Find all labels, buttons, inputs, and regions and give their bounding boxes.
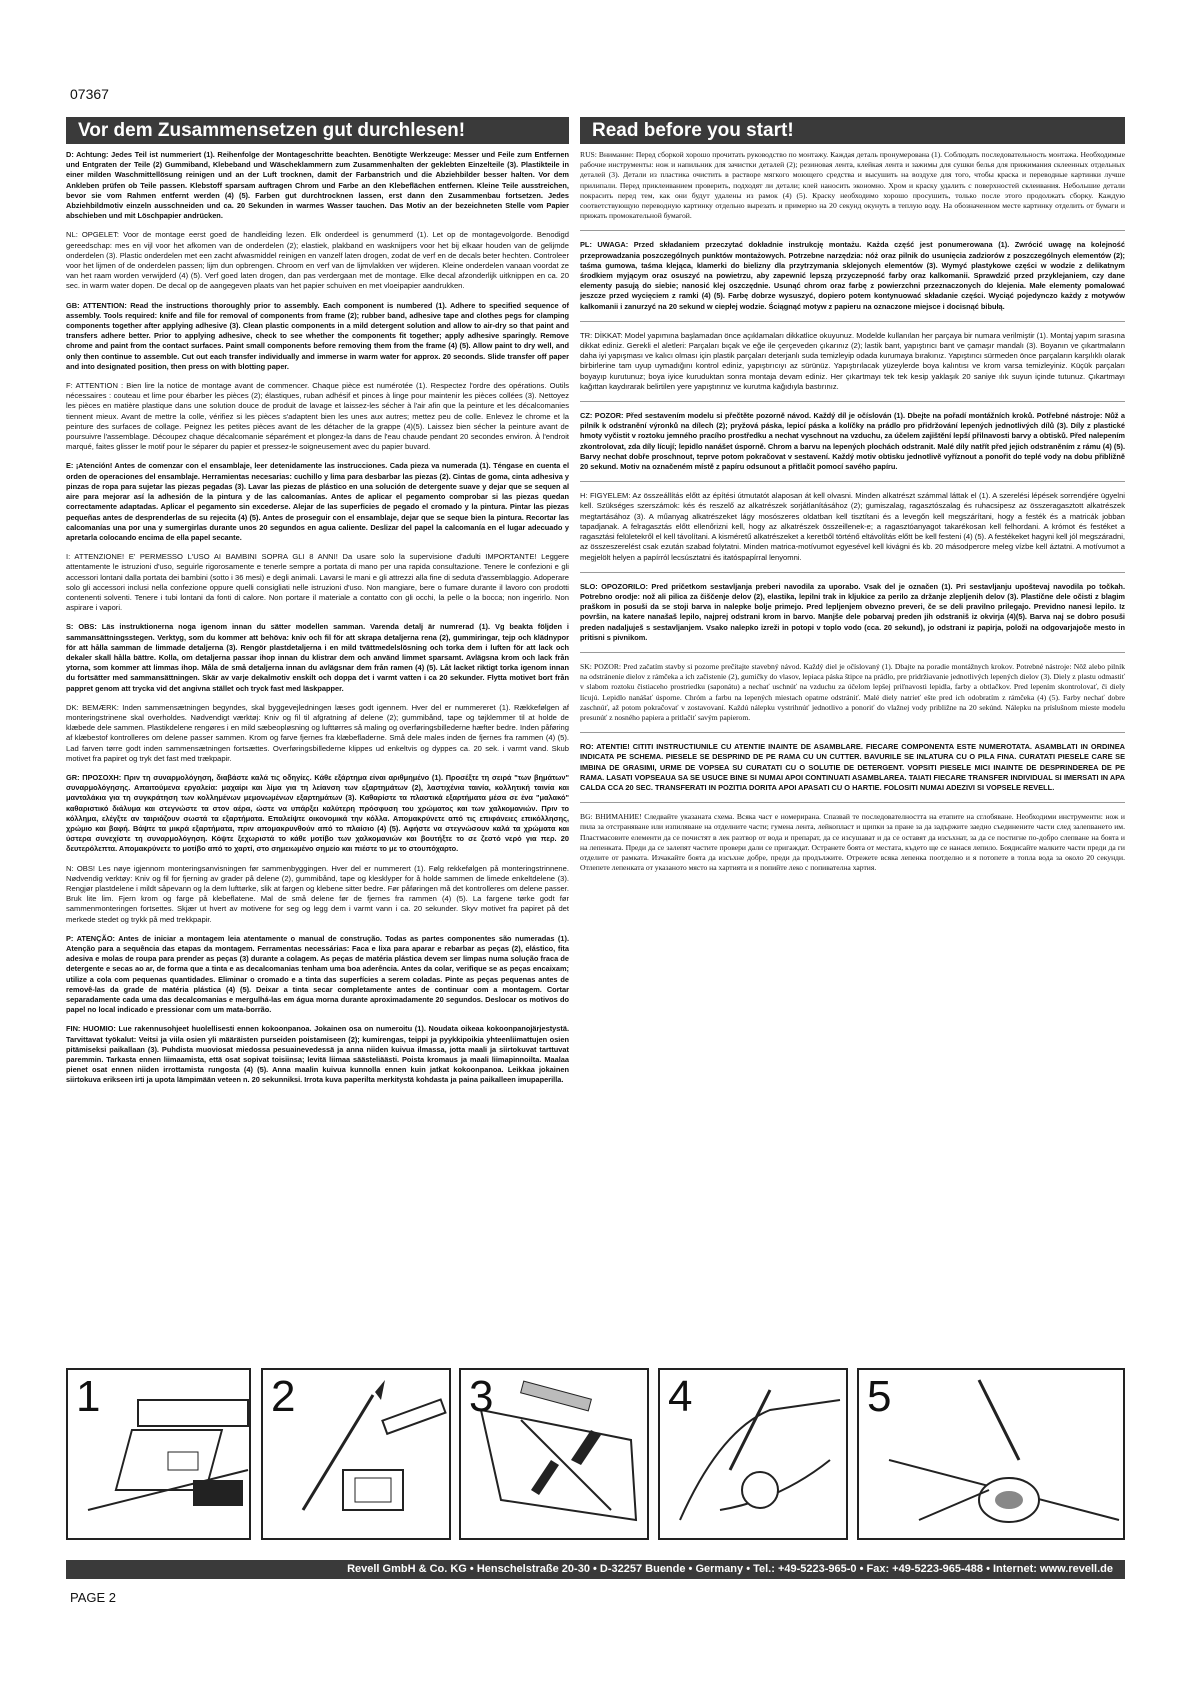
step-number-4: 4 <box>668 1372 693 1421</box>
divider <box>580 572 1125 573</box>
instruction-it: I: ATTENZIONE! E' PERMESSO L'USO AI BAMBINI SOPRA GLI 8 ANNI! Da usare solo la supervisione d'adulti IMPORTANTE! Leggere attentamente le istruzioni d'uso, seguirle rigorosamente e tenerle sempre a portata di mano per una rapida consultazione. Tenere le confezioni e gli accessori lontani dalla portata dei bambini (sotto i 36 mesi) e degli animali. Lavarsi le mani e gli attrezzi alla fine di seduta d'assemblaggio. Adoperare solo gli accessori inclusi nella confezione oppure quelli consigliati nelle istruzioni d'uso. Non mangiare, bere o fumare durante il lavoro con prodotti contenenti solventi. Tenere i tubi lontani da fonti di calore. Non portare il materiale a contatto con gli occhi, la pelle o la bocca; non ingerirlo. Non aspirare i vapori. <box>66 552 569 613</box>
divider <box>580 732 1125 733</box>
divider <box>580 802 1125 803</box>
page-label: PAGE 2 <box>70 1590 117 1605</box>
step-panel-5 <box>857 1368 1125 1540</box>
instruction-cz: CZ: POZOR: Před sestavením modelu si přečtěte pozorně návod. Každý díl je očíslován (1). Dbejte na pořadí montážních kroků. Potřebné nástroje: Nůž a pilník k odstranění výronků na dílech (2); pryžová páska, lepicí páska a kolíčky na prádlo pro přidržování lepených jednotlivých dílů (3). Díly z plastické hmoty vyčistit v roztoku jemného pracího prostředku a nechat vyschnout na vzduchu, za účelem zajištění lepší přilnavosti barvy a obtisků. Před nalepením zkontrolovat, zda díly lícují; lepidlo nanášet úsporně. Chrom a barvu na lepených plochách odstranit. Malé díly natřít před jejich odstraněním z rámu (4) (5). Barvy nechat dobře proschnout, teprve potom pokračovat v sestavení. Každý motiv obtisku jednotlivě vyříznout a ponořit do teplé vody na dobu přibližně 20 sekund. Motiv na označeném místě z papíru odsunout a přitlačit pomocí savého papíru. <box>580 411 1125 472</box>
divider <box>580 401 1125 402</box>
painting-illustration <box>859 1370 1127 1542</box>
instruction-pl: PL: UWAGA: Przed składaniem przeczytać dokładnie instrukcję montażu. Każda część jest ponumerowana (1). Zwrócić uwagę na kolejność przeprowadzania poszczególnych punktów montażowych. Potrzebne narzędzia: nóż oraz pilnik do usunięcia zadziorów z poszczególnych elementów (2); taśma gumowa, taśma klejąca, klamerki do bielizny dla przytrzymania sklejonych elementów (3). Wymyć plastykowe części w wodzie z delikatnym środkiem myjącym oraz osuszyć na powietrzu, aby zapewnić lepszą przyczepność farby oraz kalkomanii. Sprawdzić przed przyklejaniem, czy dane elementy pasują do siebie; nanosić klej oszczędnie. Usunąć chrom oraz farbę z powierzchni przeznaczonych do klejenia. Małe elementy pomalować jeszcze przed wycięciem z ramki (4) (5). Farbę dobrze wysuszyć, dopiero potem kontynuować składanie części. Wyciąć pojedynczo każdy z motywów kalkomanii i zanurzyć na 20 sekund w ciepłej wodzie. Ściągnąć motyw z papieru na oznaczone miejsce i docisnąć bibułą. <box>580 240 1125 311</box>
instruction-rus: RUS: Внимание: Перед сборкой хорошо прочитать руководство по монтажу. Каждая деталь пронумерована (1). Соблюдать последовательность монтажа. Необходимые рабочие инструменты: нож и напильник для зачистки деталей (2); резиновая лента, клейкая лента и зажимы для сушки белья для прижимания склеенных отдельных деталей (3). Детали из пластика очистить в растворе мягкого моющего средства и высушить на воздухе для того, чтобы краска и переводные картинки лучше прилипали. Перед приклеиванием проверить, подходят ли детали; клей наносить экономно. Хром и краску удалить с поверхностей склеивания. Небольшие детали покрасить перед тем, как они будут удалены из рамок (4) (5). Краску необходимо хорошо просушить, только после этого продолжать сборку. Каждую соответствующую переводную картинку отдельно вырезать и примерно на 20 секунд окунуть в теплую воду. На обозначенном месте картинку отделить от бумаги и прижать промокательной бумагой. <box>580 150 1125 221</box>
divider <box>580 230 1125 231</box>
instruction-se: S: OBS: Läs instruktionerna noga igenom innan du sätter modellen samman. Varenda detalj är numrerad (1). Vg beakta följden i sammansättningsstegen. Verktyg, som du kommer att behöva: kniv och fil för att skrapa detaljerna rena (2), gummiringar, tejp och klädnypor för att hålla samman de limmade detaljerna (3). Rengör plastdetaljerna i en mild tvättmedelslösning och torka dem i luften för att lack och dekaler skall hålla bättre. Kolla, om detaljerna passar ihop innan du klistrar dem och använd limmet sparsamt. Avlägsna krom och lack från ytorna, som kommer att limmas ihop. Måla de små detaljerna innan du avlägsnar dem från ramen (4) (5). Låt lacket riktigt torka igenom innan du fortsätter med sammansättningen. Skär av varje dekalmotiv enskilt och doppa det i varmt vatten i ca 20 sekunder. Flytta motivet bort från pappret genom att trycka vid det angivna stället och tryck fast med läskpapper. <box>66 622 569 693</box>
instruction-tr: TR: DİKKAT: Model yapımına başlamadan önce açıklamaları dikkatlice okuyunuz. Modelde kullanılan her parçaya bir numara verilmiştir (1). Montaj yapım sırasına dikkat ediniz. Gerekli el aletleri: Parçaları bıçak ve eğe ile çerçeveden çıkarınız (2); lastik bant, yapıştırıcı bant ve çamaşır mandalı (3). Boyanın ve çıkartmaların daha iyi yapışması ve kalıcı olması için plastik parçaları deterjanlı suda temizleyip odada kurumaya bırakınız. Yapıştırıcı sürmeden önce parçaların karşılıklı olarak birbirlerine tam uyup uymadığını kontrol ediniz, yapıştırıcıyı az sürünüz. Yapıştırılacak yüzeylerde boya kalıntısı ve krom varsa temizleyiniz. Küçük parçaları boyayıp kurutunuz; boya iyice kuruduktan sonra montaja devam ediniz. Her çıkartmayı tek tek kesip yaklaşık 20 saniye ılık suyun içinde tutunuz. Çıkartmayı kağıttan kaydırarak belirtilen yere yapıştırınız ve kurutma kağıdıyla bastırınız. <box>580 330 1125 391</box>
instruction-fin: FIN: HUOMIO: Lue rakennusohjeet huolellisesti ennen kokoonpanoa. Jokainen osa on numeroitu (1). Noudata oikeaa kokoonpanojärjestystä. Tarvittavat työkalut: Veitsi ja viila osien yli määräisten purseiden poistamiseen (2); kumirengas, teippi ja pyykkipoikia yhteenliimattujen osien pitämiseksi paikallaan (3). Puhdista muoviosat miedossa pesuainevedessä ja anna niiden kuivua ilmassa, jotta maali ja siirtokuvat tarttuvat paremmin. Tarkasta ennen liimaamista, että osat sopivat toisiinsa; levitä liimaa säästeliäästi. Poista kromaus ja maali liimapinnoilta. Maalaa pienet osat ennen niiden irrottamista rungosta (4) (5). Anna maalin kuivua kunnolla ennen kuin jatkat kokoonpanoa. Leikkaa jokainen siirtokuva erikseen irti ja upota lämpimään veteen n. 20 sekunniksi. Irrota kuva paperilta merkitystä kohdasta ja paina paikalleen imupaperilla. <box>66 1024 569 1085</box>
document-number: 07367 <box>70 86 109 102</box>
instruction-no: N: OBS! Les nøye igjennom monteringsanvisningen før sammenbyggingen. Hver del er nummerert (1). Følg rekkefølgen på monteringstrinnene. Nødvendig verktøy: Kniv og fil for fjerning av grader på delene (2), gummibånd, tape og klesklyper for å holde sammen de limede enkeltdelene (3). Rengjør plastdelene i mildt såpevann og la dem lufttørke, slik at fargen og klebene sitter bedre. Før påføringen må det kontrolleres om delene passer. Bruk lite lim. Fjern krom og farge på klebeflatene. Mal de små delene før de fjernes fra rammen (4) (5). La fargene tørke godt før sammenmonteringen fortsettes. Skjær ut hvert av motivene for seg og legg dem i varmt vann i ca. 20 sekunder. Skyv motivet fra papiret på det merkede stedet og trykk på med trekkpapir. <box>66 863 569 924</box>
step-panel-4 <box>658 1368 848 1540</box>
step-number-5: 5 <box>867 1372 892 1421</box>
left-instructions-column <box>66 150 569 1095</box>
instruction-slo: SLO: OPOZORILO: Pred pričetkom sestavljanja preberi navodila za uporabo. Vsak del je označen (1). Pri sestavljanju upoštevaj navodila po točkah. Potrebno orodje: nož ali pilica za čiščenje delov (2), elastika, lepilni trak in kljukice za perilo za držanje zlepljenih delov (3). Plastične dele očisti z blagim praškom in posuši da se stoji barva in nalepke bolje primejo. Pred lepljenjem obvezno preveri, če se deli pravilno prilegajo. Previdno nanesi lepilo. Iz površin, na katere nanašaš lepilo, najprej odstrani krom in barvo. Manjše dele pobarvaj preden jih odstraniš iz okvirja (4)(5). Barva naj se dobro posuši preden nadaljuješ s sestavljanjem. Vsako nalepko izreži in potopi v toplo vodo (cca. 20 sekund), jo odstrani iz papirja, položi na odgovarjajoče mesto in pritisni s pivnikom. <box>580 581 1125 642</box>
left-header-banner: Vor dem Zusammensetzen gut durchlesen! <box>66 117 569 144</box>
step-number-2: 2 <box>271 1372 296 1421</box>
divider <box>580 321 1125 322</box>
instruction-sk: SK: POZOR: Pred začatím stavby si pozorne prečítajte stavebný návod. Každý diel je očíslovaný (1). Dbajte na poradie montážnych krokov. Potrebné nástroje: Nôž alebo pilník na odstránenie dielov z rámčeka a ich začistenie (2), gumičky do vlasov, lepiaca páska štipce na prádlo, pre pridržiavanie jednotlivých lepených dielov (3). Diely z plastu odmastiť v slabom roztoku čistiaceho prostriedku (saponátu) a nechať uschnúť na vzduchu za účelom lepšej priľnavosti lepidla, farby a obtlačkov. Pred lepením skontrolovať, či diely lícujú. Lepidlo nanášať úsporne. Chróm a farbu na lepených miestach opatrne odstrániť. Malé diely natrieť ešte pred ich odobratím z rámčeka (4) (5). Farby nechať dobre zaschnúť, až potom pokračovať v zostavovaní. Každú nálepku vystrihnúť jednotlivo a ponoriť do vlažnej vody približne na 20 sekúnd. Nálepku na príslušnom mieste modelu presunúť z nosného papiera a pritlačiť savým papierom. <box>580 661 1125 722</box>
footer-banner: Revell GmbH & Co. KG • Henschelstraße 20-30 • D-32257 Buende • Germany • Tel.: +49-5223-965-0 • Fax: +49-5223-965-488 • Internet: www.revell.de <box>66 1560 1125 1579</box>
instruction-ro: RO: ATENTIE! CITITI INSTRUCTIUNILE CU ATENTIE INAINTE DE ASAMBLARE. FIECARE COMPONENTA ESTE NUMEROTATA. ASAMBLATI IN ORDINEA INDICATA PE SCHEMA. PIESELE SE DESPRIND DE PE RAMA CU UN CUTTER. BAVURILE SE INLATURA CU O PILA FINA. CURATATI PIESELE CARE SE IMBINA DE GRASIMI, URME DE VOPSEA SU CURATATI CU O SOLUTIE DE DETERGENT. VOPSITI PIESELE MICI INAINTE DE DESPRINDEREA DE PE RAMA. LASATI VOPSEAUA SA SE USUCE BINE SI NUMAI APOI CONTINUATI ASAMBLAREA. TAIATI FIECARE TRANSFER INDIVIDUAL SI IMERSATI IN APA CALDA CCA 20 SEC. TRANSFERATI IN POZITIA DORITA APOI APASATI CU O HARTIE. FOLOSITI NUMAI ADEZIVI SI VOPSELE REVELL. <box>580 742 1125 792</box>
instruction-bg: BG: ВНИМАНИЕ! Следвайте указаната схема. Всяка част е номерирана. Спазвай те последователността на етапите на сглобяване. Необходими инструменти: нож и пила за отстраняване или изпиляване на отделните части; гумена лента, лейкопласт и щипки за пране за да задържите заедно съединените части след залепването им. Пластмасовите елементи да се почистят в лек разтвор от вода и препарат, да се изсушават и да се оставят да изсъхнат, за да се постигне по-добро слепване на боята и на лепенката. Преди да се залепят частите провери дали се пригаждат. Остранете боята от местата, където ще се нанася лепило. Боядисайте малките части преди да ги отделите от рамката. Изчакайте боята да изсъхне добре, преди да продължите. Отрежете всяка лепенка поотделно и я потопете в топла вода за около 20 секунди. Отлепете лепенката от указаното място на хартията и я попийте леко с попивателна хартия. <box>580 812 1125 873</box>
step-number-3: 3 <box>469 1372 494 1421</box>
instruction-es: E: ¡Atención! Antes de comenzar con el ensamblaje, leer detenidamente las instrucciones. Cada pieza va numerada (1). Téngase en cuenta el orden de operaciones del ensamblaje. Herramientas necesarias: cuchillo y lima para desbarbar las piezas (2). Cintas de goma, cinta adhesiva y pinzas de ropa para sujetar las piezas pegadas (3). Lavar las piezas de plástico en una solución de detergente suave y dejar que se sequen al aire para mejorar así la adhesión de la pintura y de las calcomanías. Antes de aplicar el pegamento comprobar si las piezas quedan correctamente adaptadas. Aplicar el pegamento sin excederse. Alejar de las superficies de pegado el cromado y la pintura. Pintar las piezas pequeñas antes de desprenderlas de su rejecita (4) (5). Antes de proseguir con el ensamblaje, dejar que se seque bien la pintura. Recortar las calcomanías una por una y sumergirlas durante unos 20 segundos en agua caliente. Deslizar del papel la calcomanía en el lugar adecuado y apretarla colocando encima de ella papel secante. <box>66 461 569 542</box>
step-panel-1 <box>66 1368 251 1540</box>
step-number-1: 1 <box>76 1372 101 1421</box>
right-instructions-column <box>580 150 1125 882</box>
instruction-hu: H: FIGYELEM: Az összeállítás előtt az építési útmutatót alaposan át kell olvasni. Minden alkatrészt számmal láttak el (1). A szerelési lépések sorrendjére ügyelni kell. Szükséges szerszámok: kés és reszelő az alkatrészek sorjátlanításához (2); gumiszalag, ragasztószalag és ruhacsipesz az összeragasztott alkatrészek megtartásához (3). A műanyag alkatrészeket lágy mosószeres oldatban kell tisztítani és a levegőn kell megszárítani, hogy a festék és a matricák jobban tapadjanak. A felragasztás előtt ellenőrizni kell, hogy az alkatrészek összeillenek-e; a ragasztóanyagot takarékosan kell felhordani. A krómot és festéket a ragasztási felületekről el kell távolítani. A kisméretű alkatrészeket a keretből történő eltávolítás előtt be kell festeni (4) (5). A festékeket hagyni kell jól megszáradni, az összeszerelést csak ezután szabad folytatni. Minden matrica-motívumot egyesével kell kivágni és kb. 20 másodpercre meleg vízbe kell áztatni. A motívumot a megjelölt helyen a papírról lecsúsztatni és itatóspapírral lenyomni. <box>580 491 1125 562</box>
divider <box>580 652 1125 653</box>
instruction-dk: DK: BEMÆRK: Inden sammensætningen begyndes, skal byggevejledningen læses godt igennem. Hver del er nummereret (1). Rækkefølgen af monteringstrinene skal overholdes. Nødvendigt værktøj: Kniv og fil til afgratning af delene (2); gummibånd, tape og tøjklemmer til at holde de klæbede dele sammen. Plastikdelene rengøres i en mild sæbeopløsning og lufttørres så maling og overføringsbillederne hæfter bedre. Inden påføring af klæbestof kontrolleres om delene passer sammen. Krom og farve fjernes fra klæbefladerne. Små dele males inden de fjernes fra rammen (4) (5). Lad farven tørre godt inden sammensætningen fortsættes. Overføringsbillederne klippes ud enkeltvis og dyppes ca. 20 sek. i varmt vand. Skub motivet fra papiret og tryk det fast med trækpapir. <box>66 702 569 763</box>
step-panel-2 <box>261 1368 451 1540</box>
instruction-pt: P: ATENÇÃO: Antes de iniciar a montagem leia atentamente o manual de construção. Todas as partes componentes são numeradas (1). Atenção para a sequência das etapas da montagem. Ferramentas necessárias: Faca e lixa para aparar e rebarbar as peças (2), elástico, fita adesiva e molas de roupa para prender as peças (3) durante a colagem. As peças de matéria plástica devem ser limpas numa solução fraca de detergente e secas ao ar, de forma que a tinta e as decalcomanias tenham uma boa aderência. Antes da colar, verifique se as peças encaixam; utilize a cola com pequenas quantidades. Eliminar o cromado e a tinta das superfícies a serem coladas. Pinte as peças pequenas antes de removê-las da grade de matéria plástica (4) (5). Deixar a tinta secar completamente antes de continuar com a montagem. Cortar separadamente cada uma das decalcomanias e mergulhá-las em água morna durante aproximadamente 20 segundos. Deslocar os motivos do papel no local indicado e pressionar com um mata-borrão. <box>66 933 569 1015</box>
assembly-steps-illustration <box>66 1368 1125 1540</box>
instruction-fr: F: ATTENTION : Bien lire la notice de montage avant de commencer. Chaque pièce est numérotée (1). Respectez l'ordre des opérations. Outils nécessaires : couteau et lime pour ébarber les pièces (2); élastiques, ruban adhésif et pinces à linge pour maintenir les pièces collées (3). Nettoyez les pièces en matière plastique dans une solution douce de produit de lavage et laissez-les sécher à l'air afin que la peinture et les décalcomanies tiennent mieux. Avant de mettre la colle, vérifiez si les pièces s'adaptent bien les unes aux autres; mettez peu de colle. Enlevez le chrome et la peinture des surfaces de collage. Peignez les petites pièces avant de les détacher de la grappe (4)(5). Laissez bien sécher la peinture avant de poursuivre l'assemblage. Découpez chaque décalcomanie séparément et plongez-la dans de l'eau chaude pendant 20 secondes environ. À l'endroit marqué, faites glisser le motif pour le séparer du papier et pressez-le soigneusement avec du papier buvard. <box>66 381 569 452</box>
instruction-gb: GB: ATTENTION: Read the instructions thoroughly prior to assembly. Each component is numbered (1). Adhere to specified sequence of assembly. Tools required: knife and file for removal of components from frame (2); rubber band, adhesive tape and clothes pegs for clamping components together after applying adhesive (3). Clean plastic components in a mild detergent solution and allow to air-dry so that paint and transfers adhere better. Prior to applying adhesive, check to see whether the components fit together; apply adhesive sparingly. Remove chrome and paint from the contact surfaces. Paint small components before removing them from the frame (4) (5). Allow paint to dry well, and only then continue to assemble. Cut out each transfer individually and immerse in warm water for approx. 20 seconds. Slide transfer off paper and into designated position, then press on with blotting paper. <box>66 300 569 371</box>
right-header-banner: Read before you start! <box>580 117 1125 144</box>
step-panel-3 <box>459 1368 649 1540</box>
instruction-gr: GR: ΠΡΟΣΟΧΗ: Πριν τη συναρμολόγηση, διαβάστε καλά τις οδηγίες. Κάθε εξάρτημα είναι αριθμημένο (1). Προσέξτε τη σειρά "των βημάτων" συναρμολόγησης. Απαιτούμενα εργαλεία: μαχαίρι και λίμα για τη λείανση των εξαρτημάτων (2), λαστιχένια ταινία, κολλητική ταινία και μανταλάκια για τη συγκράτηση των κολλημένων μεμονωμένων εξαρτημάτων (3). Καθαρίστε τα πλαστικά εξαρτήματα μέσα σε ένα "μαλακό" καθαριστικό διάλυμα και στεγνώστε τα στον αέρα, ώστε να υπάρξει καλύτερη πρόσφυση του χρώματος και των χαλκομανιών. Πριν το κόλλημα, ελέγξτε αν ταιριάζουν σωστά τα εξαρτήματα. Επαλείψτε οικονομικά την κόλλα. Απομακρύνετε από τις επιφάνειες επικόλλησης, χρώμιο και βαφή. Βάψτε τα μικρά εξαρτήματα, πριν απομακρυνθούν από το πλαίσιο (4) (5). Αφήστε να στεγνώσουν καλά τα χρώματα και ύστερα συνεχίστε τη συναρμολόγηση. Κόψτε ξεχωριστά το κάθε μοτίβο των χαλκομανιών και βουτήξτε το σε ζεστό νερό για περ. 20 δευτερόλεπτα. Απομακρύνετε το μοτίβο από το χαρτί, στο σημειωμένο σημείο και πιέστε το με το στουπόχαρτο. <box>66 772 569 854</box>
divider <box>580 481 1125 482</box>
instruction-de: D: Achtung: Jedes Teil ist nummeriert (1). Reihenfolge der Montageschritte beachten. Benötigte Werkzeuge: Messer und Feile zum Entfernen und Entgraten der Teile (2) Gummiband, Klebeband und Wäscheklammern zum Zusammenhalten der geklebten Einzelteile (3). Plastikteile in einer milden Waschmittellösung reinigen und an der Luft trocknen, damit der Farbanstrich und die Abziehbilder besser halten. Vor dem Ankleben prüfen ob Teile passen. Klebstoff sparsam auftragen Chrom und Farbe an den Klebeflächen entfernen. Kleine Teile ausstreichen, bevor sie vom Rahmen entfernt werden (4) (5). Farben gut durchtrocknen lassen, erst dann den Zusammenbau fortsetzen. Jedes Abziehbildmotiv einzeln ausschneiden und ca. 20 Sekunden in warmes Wasser tauchen. Das Motiv an der bezeichneten Stelle vom Papier abschieben und mit Löschpapier andrücken. <box>66 150 569 221</box>
instruction-nl: NL: OPGELET: Voor de montage eerst goed de handleiding lezen. Elk onderdeel is genummerd (1). Let op de montagevolgorde. Benodigd gereedschap: mes en vijl voor het afkomen van de onderdelen (2); elastiek, plakband en wasknijpers voor het bij elkaar houden van de gelijmde onderdelen (3). Plastic onderdelen met een zacht afwasmiddel reinigen en vanzelf laten drogen, zodat de verf en de decals beter hechten. Controleer voor het lijmen of de onderdelen passen; lijm dun opbrengen. Chroom en verf van de lijmvlakken ver wijderen. Kleine onderdelen vanaan voordat ze van het raam worden verwijderd (4) (5). Verf goed laten drogen, dan pas verdergaan met de montage. Elke decal afzonderlijk uitknippen en ca. 20 sec. in warm water dopen. De decal op de aangegeven plaats van het papier schuiven en met vloeipapier aandrukken. <box>66 230 569 291</box>
